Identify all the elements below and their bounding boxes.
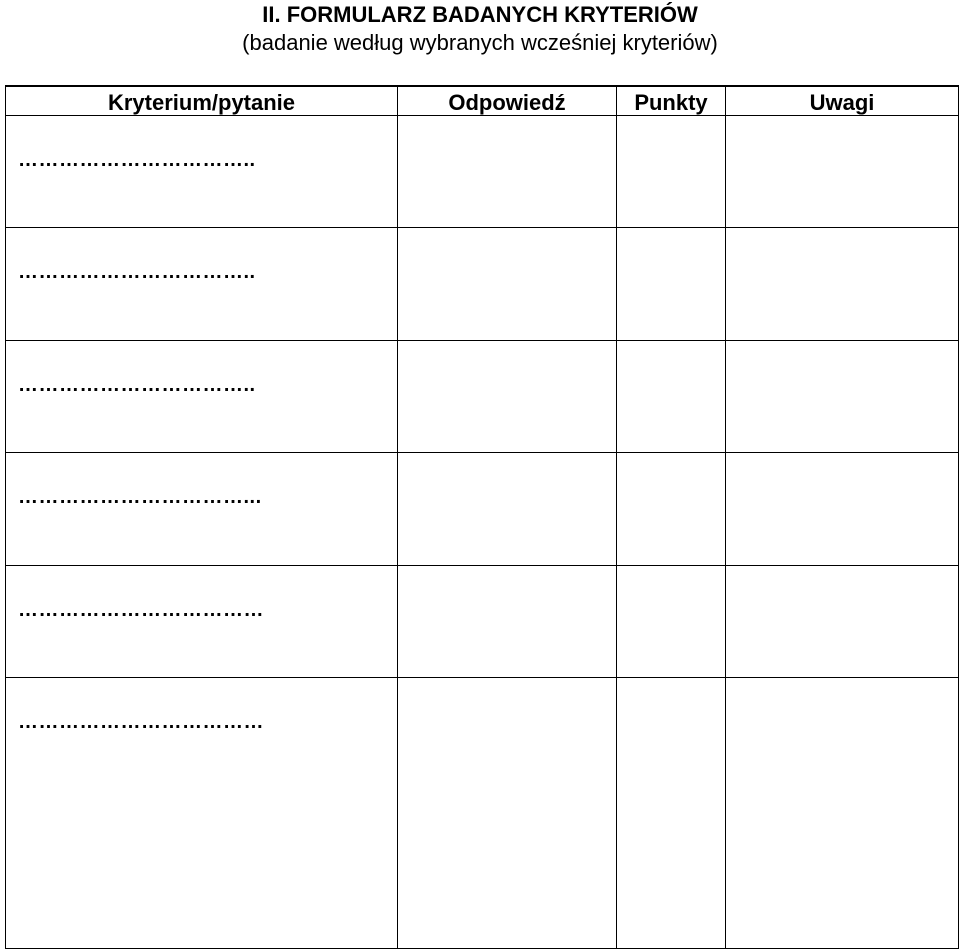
punkty-cell[interactable]: [617, 340, 726, 452]
odpowiedz-cell[interactable]: [398, 565, 617, 677]
kryterium-placeholder: ……………………………..: [18, 149, 256, 171]
uwagi-cell[interactable]: [726, 565, 959, 677]
uwagi-cell[interactable]: [726, 453, 959, 565]
kryterium-cell[interactable]: [6, 228, 398, 340]
punkty-cell[interactable]: [617, 228, 726, 340]
criteria-table: [5, 85, 959, 949]
punkty-cell[interactable]: [617, 565, 726, 677]
uwagi-cell[interactable]: [726, 228, 959, 340]
column-header-odpowiedz: Odpowiedź: [398, 86, 617, 116]
kryterium-cell[interactable]: [6, 453, 398, 565]
uwagi-cell[interactable]: [726, 340, 959, 452]
kryterium-placeholder: ……………………………..: [18, 261, 256, 284]
table-row: [6, 677, 959, 948]
odpowiedz-cell[interactable]: [398, 453, 617, 565]
kryterium-cell[interactable]: [6, 116, 398, 228]
kryterium-placeholder: ……………………………...: [18, 486, 262, 509]
odpowiedz-cell[interactable]: [398, 228, 617, 340]
kryterium-cell[interactable]: [6, 677, 398, 948]
uwagi-cell[interactable]: [726, 116, 959, 228]
punkty-cell[interactable]: [617, 677, 726, 948]
kryterium-placeholder: ………………………………: [18, 598, 264, 621]
odpowiedz-cell[interactable]: [398, 116, 617, 228]
kryterium-cell[interactable]: [6, 565, 398, 677]
table-row: [6, 453, 959, 565]
page-subtitle: (badanie według wybranych wcześniej kryteriów): [242, 30, 718, 55]
table-row: [6, 116, 959, 228]
kryterium-cell[interactable]: [6, 340, 398, 452]
punkty-cell[interactable]: [617, 453, 726, 565]
page-title: II. FORMULARZ BADANYCH KRYTERIÓW: [262, 2, 698, 27]
kryterium-placeholder: ………………………………: [18, 710, 264, 733]
column-header-kryterium: Kryterium/pytanie: [6, 86, 398, 116]
column-header-punkty: Punkty: [617, 86, 726, 116]
column-header-uwagi: Uwagi: [726, 86, 959, 116]
table-header-row: [6, 86, 959, 116]
kryterium-placeholder: ……………………………..: [18, 373, 256, 396]
uwagi-cell[interactable]: [726, 677, 959, 948]
table-row: [6, 565, 959, 677]
table-row: [6, 340, 959, 452]
odpowiedz-cell[interactable]: [398, 677, 617, 948]
punkty-cell[interactable]: [617, 116, 726, 228]
odpowiedz-cell[interactable]: [398, 340, 617, 452]
table-row: [6, 228, 959, 340]
